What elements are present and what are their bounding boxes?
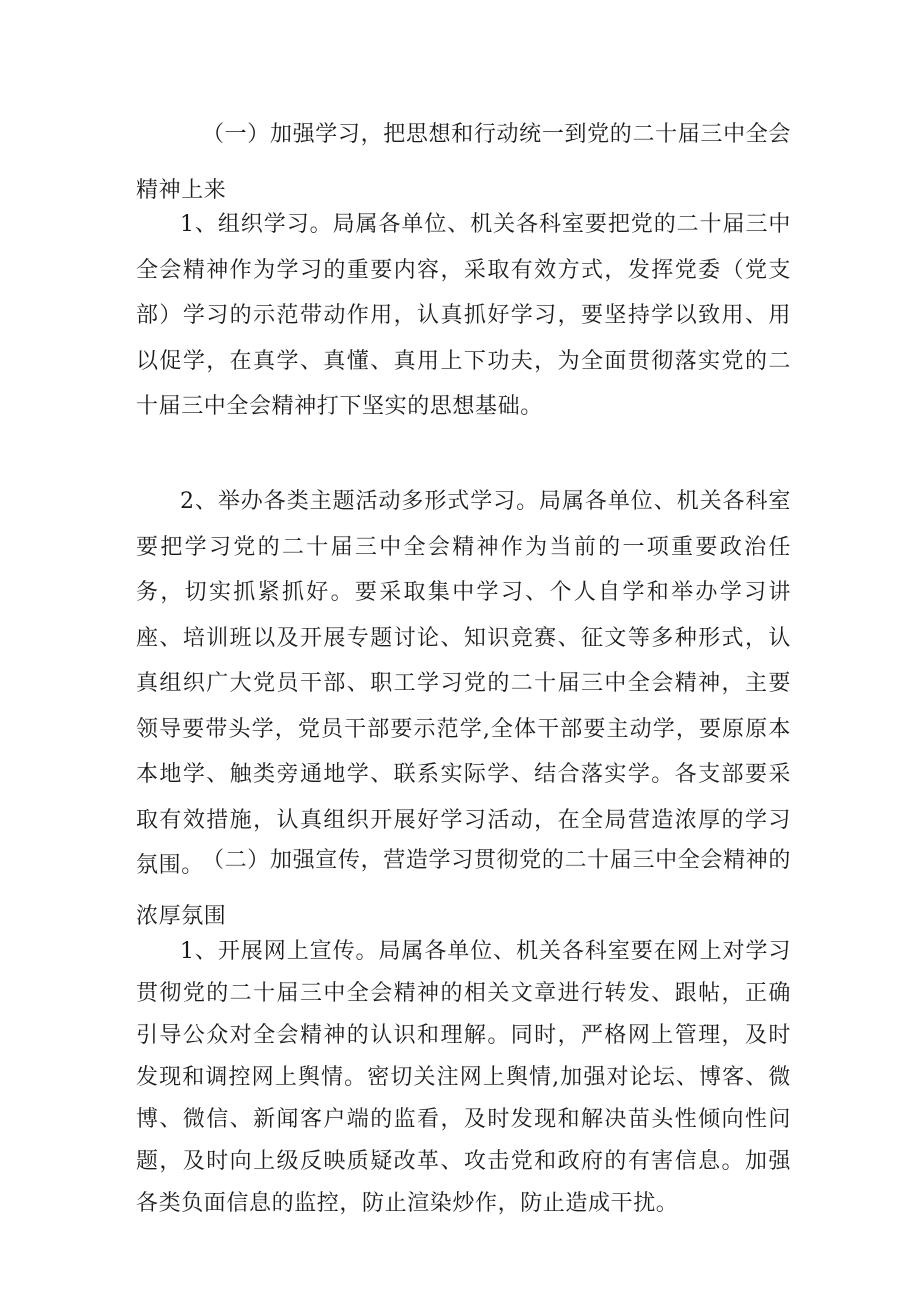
section-heading-2: （二）加强宣传，营造学习贯彻党的二十届三中全会精神的浓厚氛围 (136, 848, 791, 929)
paragraph-themed-activities: 2、举办各类主题活动多形式学习。局属各单位、机关各科室要把学习党的二十届三中全会精神作为当前的一项重要政治任务，切实抓紧抓好。要采取集中学习、个人自学和举办学习讲座、培训班以及开展专题讨论、知识竞赛、征文等多种形式，认真组织广大党员干部、职工学习党的二十届三中全会精神，主要领导要带头学，党员干部要示范学,全体干部要主动学，要原原本本地学、触类旁通地学、联系实际学、结合落实学。各支部要采取有效措施，认真组织开展好学习活动，在全局营造浓厚的学习氛围。 (136, 489, 791, 878)
section-heading-1: （一）加强学习，把思想和行动统一到党的二十届三中全会精神上来 (136, 122, 791, 203)
paragraph-online-publicity: 1、开展网上宣传。局属各单位、机关各科室要在网上对学习贯彻党的二十届三中全会精神的相关文章进行转发、跟帖，正确引导公众对全会精神的认识和理解。同时，严格网上管理，及时发现和调控网上舆情。密切关注网上舆情,加强对论坛、博客、微博、微信、新闻客户端的监看，及时发现和解决苗头性倾向性问题，及时向上级反映质疑改革、攻击党和政府的有害信息。加强各类负面信息的监控，防止渲染炒作，防止造成干扰。 (136, 939, 791, 1216)
paragraph-organize-study: 1、组织学习。局属各单位、机关各科室要把党的二十届三中全会精神作为学习的重要内容，采取有效方式，发挥党委（党支部）学习的示范带动作用，认真抓好学习，要坚持学以致用、用以促学，在真学、真懂、真用上下功夫，为全面贯彻落实党的二十届三中全会精神打下坚实的思想基础。 (136, 212, 791, 419)
